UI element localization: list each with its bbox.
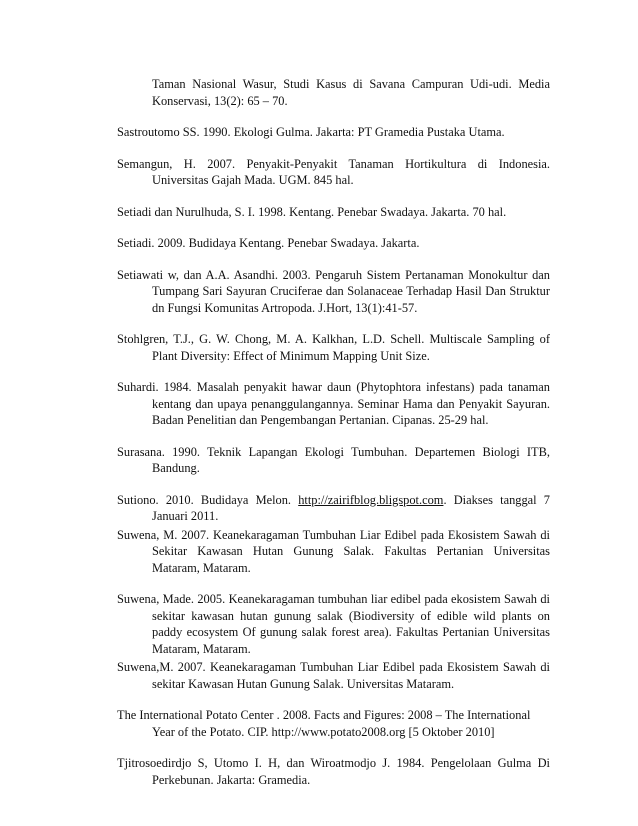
reference-text: Sastroutomo SS. 1990. Ekologi Gulma. Jakarta: PT Gramedia Pustaka Utama. bbox=[117, 125, 505, 139]
reference-text: Setiadi dan Nurulhuda, S. I. 1998. Kentang. Penebar Swadaya. Jakarta. 70 hal. bbox=[117, 204, 507, 219]
reference-entry bbox=[117, 591, 550, 657]
reference-entry bbox=[117, 235, 550, 252]
reference-text: Stohlgren, T.J., G. W. Chong, M. A. Kalkhan, L.D. Schell. Multiscale Sampling of Plant Diversity: Effect of Minimum Mapping Unit Size. bbox=[117, 332, 550, 363]
reference-text: Sutiono. 2010. Budidaya Melon. bbox=[117, 492, 299, 507]
reference-list bbox=[117, 76, 550, 803]
reference-entry bbox=[117, 755, 550, 788]
reference-entry bbox=[152, 76, 550, 109]
reference-text: Surasana. 1990. Teknik Lapangan Ekologi Tumbuhan. Departemen Biologi ITB, Bandung. bbox=[117, 444, 550, 475]
reference-entry bbox=[117, 492, 550, 525]
reference-entry bbox=[117, 379, 550, 429]
reference-entry bbox=[117, 331, 550, 364]
reference-text: The International Potato Center . 2008. Facts and Figures: 2008 – The International Year of the Potato. CIP. http://www.potato2008.org [5 Oktober 2010] bbox=[117, 708, 531, 739]
reference-text: Suwena,M. 2007. Keanekaragaman Tumbuhan Liar Edibel pada Ekosistem Sawah di sekitar Kawasan Hutan Gunung Salak. Universitas Mataram. bbox=[117, 660, 550, 691]
reference-text: . Diakses tanggal 7 Januari 2011. bbox=[152, 492, 550, 523]
reference-entry bbox=[117, 444, 550, 477]
reference-entry bbox=[117, 124, 550, 141]
reference-text: Suhardi. 1984. Masalah penyakit hawar daun (Phytophtora infestans) pada tanaman kentang dan upaya penanggulangannya. Seminar Hama dan Penyakit Sayuran. Badan Penelitian dan Pengembangan Pertanian. Cipanas. 25-29 hal. bbox=[117, 380, 550, 427]
reference-entry bbox=[117, 267, 550, 317]
reference-entry bbox=[117, 659, 550, 692]
reference-text: Setiawati w, dan A.A. Asandhi. 2003. Pengaruh Sistem Pertanaman Monokultur dan Tumpang Sari Sayuran Cruciferae dan Solanaceae Terhadap Hasil Dan Struktur dn Fungsi Komunitas Artropoda. J.Hort, 13(1):41-57. bbox=[117, 267, 550, 315]
reference-entry bbox=[117, 156, 550, 189]
reference-text: Semangun, H. 2007. Penyakit-Penyakit Tanaman Hortikultura di Indonesia. Universitas Gajah Mada. UGM. 845 hal. bbox=[117, 156, 550, 187]
reference-entry bbox=[117, 527, 550, 577]
reference-text: Setiadi. 2009. Budidaya Kentang. Penebar Swadaya. Jakarta. bbox=[117, 236, 420, 250]
reference-text: Suwena, Made. 2005. Keanekaragaman tumbuhan liar edibel pada ekosistem Sawah di sekitar kawasan hutan gunung salak (Biodiversity of edible wild plants on paddy ecosystem Of gunung salak forest area). Fakultas Pertanian Universitas Mataram, Mataram. bbox=[117, 592, 550, 656]
reference-link[interactable]: http://zairifblog.bligspot.com bbox=[298, 492, 444, 507]
reference-text: Taman Nasional Wasur, Studi Kasus di Savana Campuran Udi-udi. Media Konservasi, 13(2): 65 – 70. bbox=[152, 77, 550, 108]
reference-text: Suwena, M. 2007. Keanekaragaman Tumbuhan Liar Edibel pada Ekosistem Sawah di Sekitar Kawasan Hutan Gunung Salak. Fakultas Pertanian Universitas Mataram, Mataram. bbox=[117, 527, 550, 575]
reference-text: Tjitrosoedirdjo S, Utomo I. H, dan Wiroatmodjo J. 1984. Pengelolaan Gulma Di Perkebunan. Jakarta: Gramedia. bbox=[117, 756, 550, 787]
reference-entry bbox=[117, 204, 550, 221]
reference-entry bbox=[117, 707, 550, 740]
